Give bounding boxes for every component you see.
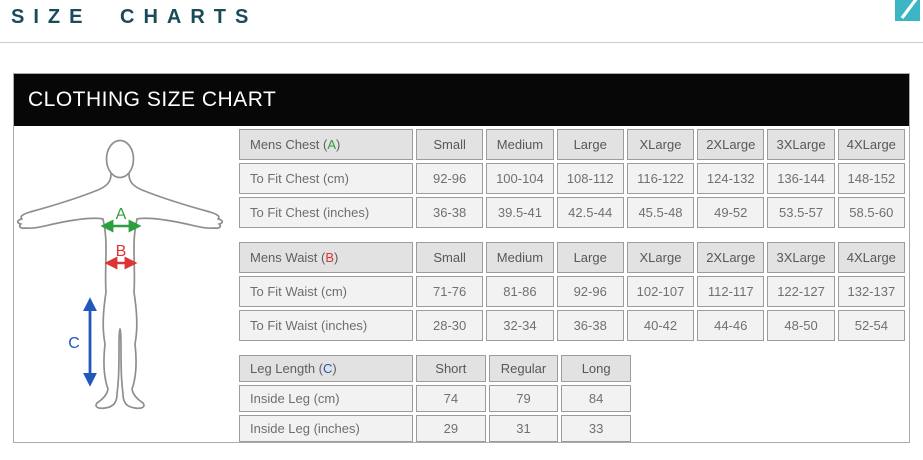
row-label-cell: To Fit Chest (inches) [239, 197, 413, 228]
head-outline [107, 141, 134, 178]
panel-title: CLOTHING SIZE CHART [28, 88, 277, 111]
size-value-cell: 36-38 [416, 197, 483, 228]
size-column-header: 3XLarge [767, 129, 834, 160]
size-value-cell: 102-107 [627, 276, 694, 307]
size-value-cell: 39.5-41 [486, 197, 553, 228]
table-row [239, 163, 905, 194]
size-value-cell: 112-117 [697, 276, 764, 307]
table-title-text: ) [335, 137, 341, 152]
mens-chest-table [236, 126, 908, 231]
size-column-header: 2XLarge [697, 242, 764, 273]
table-title-cell [239, 129, 413, 160]
size-value-cell: 32-34 [486, 310, 553, 341]
table-title-text: ) [332, 361, 337, 376]
table-header-row [239, 242, 905, 273]
measure-letter: C [323, 361, 333, 376]
table-title-cell [239, 242, 413, 273]
size-value-cell: 45.5-48 [627, 197, 694, 228]
size-value-cell: 48-50 [767, 310, 834, 341]
panel-title-bar [14, 74, 909, 126]
size-value-cell: 84 [561, 385, 631, 412]
size-column-header: 3XLarge [767, 242, 834, 273]
size-value-cell: 132-137 [838, 276, 905, 307]
row-label-cell: Inside Leg (inches) [239, 415, 413, 442]
size-column-header: Large [557, 129, 624, 160]
waist-letter-label: B [115, 243, 127, 260]
size-column-header: Medium [486, 242, 553, 273]
size-value-cell: 79 [489, 385, 559, 412]
body-measurement-diagram [14, 126, 236, 442]
size-value-cell: 33 [561, 415, 631, 442]
body-outline-figure [14, 126, 236, 442]
table-row [239, 197, 905, 228]
size-value-cell: 92-96 [416, 163, 483, 194]
row-label-cell: To Fit Waist (inches) [239, 310, 413, 341]
size-value-cell: 92-96 [557, 276, 624, 307]
size-column-header: 4XLarge [838, 129, 905, 160]
table-row [239, 385, 631, 412]
leg-letter-label: C [68, 335, 80, 352]
table-title-cell [239, 355, 413, 382]
size-column-header: Medium [486, 129, 553, 160]
size-value-cell: 29 [416, 415, 486, 442]
row-label-cell: To Fit Chest (cm) [239, 163, 413, 194]
size-value-cell: 108-112 [557, 163, 624, 194]
size-value-cell: 44-46 [697, 310, 764, 341]
size-value-cell: 124-132 [697, 163, 764, 194]
size-column-header: Short [416, 355, 486, 382]
pencil-slash-icon [895, 0, 920, 21]
size-tables [236, 126, 909, 445]
table-row [239, 415, 631, 442]
size-value-cell: 74 [416, 385, 486, 412]
size-value-cell: 116-122 [627, 163, 694, 194]
table-row [239, 276, 905, 307]
size-value-cell: 53.5-57 [767, 197, 834, 228]
table-row [239, 310, 905, 341]
edit-corner-icon[interactable] [895, 0, 920, 21]
size-column-header: Long [561, 355, 631, 382]
table-title-text: ) [334, 250, 339, 265]
size-value-cell: 42.5-44 [557, 197, 624, 228]
size-column-header: 2XLarge [697, 129, 764, 160]
size-value-cell: 49-52 [697, 197, 764, 228]
size-value-cell: 100-104 [486, 163, 553, 194]
size-value-cell: 81-86 [486, 276, 553, 307]
size-column-header: Large [557, 242, 624, 273]
panel-body [14, 126, 909, 442]
row-label-cell: To Fit Waist (cm) [239, 276, 413, 307]
size-value-cell: 58.5-60 [838, 197, 905, 228]
size-value-cell: 52-54 [838, 310, 905, 341]
size-value-cell: 148-152 [838, 163, 905, 194]
size-column-header: Small [416, 242, 483, 273]
header-divider [0, 42, 923, 43]
table-title-text: Mens Waist ( [250, 250, 326, 265]
measure-letter: B [325, 250, 335, 265]
mens-waist-table [236, 239, 908, 344]
size-value-cell: 136-144 [767, 163, 834, 194]
size-chart-panel [13, 73, 910, 443]
size-column-header: 4XLarge [838, 242, 905, 273]
table-header-row [239, 129, 905, 160]
row-label-cell: Inside Leg (cm) [239, 385, 413, 412]
measure-letter: A [327, 137, 336, 152]
chest-letter-label: A [115, 206, 127, 223]
size-value-cell: 122-127 [767, 276, 834, 307]
size-column-header: XLarge [627, 242, 694, 273]
size-value-cell: 31 [489, 415, 559, 442]
table-title-text: Mens Chest ( [250, 137, 328, 152]
size-value-cell: 28-30 [416, 310, 483, 341]
table-header-row [239, 355, 631, 382]
size-column-header: Small [416, 129, 483, 160]
size-value-cell: 36-38 [557, 310, 624, 341]
size-column-header: Regular [489, 355, 559, 382]
size-value-cell: 40-42 [627, 310, 694, 341]
page-title: SIZE CHARTS [11, 6, 258, 28]
leg-length-table [236, 352, 634, 445]
size-column-header: XLarge [627, 129, 694, 160]
size-value-cell: 71-76 [416, 276, 483, 307]
table-title-text: Leg Length ( [250, 361, 324, 376]
